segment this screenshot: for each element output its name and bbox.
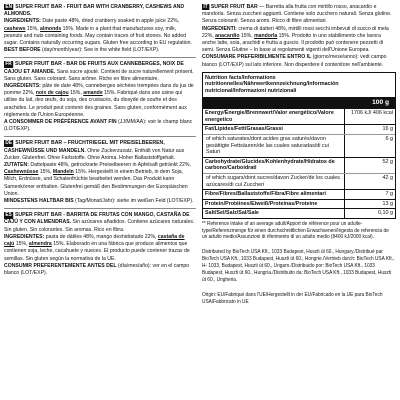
fr-title-tail: Sans sucre ajouté. Contient de sucre naturellement présent. Sans gluten. Sans colorant. Sans arôme. Riche en fibre alimentaire. <box>4 68 194 82</box>
es-best-before <box>4 263 195 277</box>
fr-ing-text-1: pâte de date 48%, canneberges séchées trempées dans du jus de pomme 22%, <box>4 83 194 97</box>
it-title-line <box>202 4 395 26</box>
it-title-tail: — Barretta alla frutta con mirtillo rosso, anacardio e mandorla. Senza zuccheri aggiunti. Contiene solo zucchero naturali. Senza glutine. Senza coloranti. Senza aromi. Ricco di fibre alimentari. <box>202 4 392 25</box>
nutrition-row <box>203 157 395 173</box>
fr-ing-text-3: 15%. Fabriqué dans une usine qui utilise du lait, des œufs, du soja, des crustacés, du dioxyde de soufre et des arachides. Le produit peut contenir des graines. Sans gluten, conformément aux règlements de l'Union Européenne. <box>4 90 187 118</box>
de-best-before <box>4 198 195 205</box>
nutrient-label: Fat/Lipides/Fett/Grasas/Grassi <box>205 126 283 133</box>
es-title-tail: Sin azúcares añadidos. Contiene azúcares naturales. Sin gluten. Sin colorantes. Sin aromas. Rico en fibra. <box>4 219 195 233</box>
de-cashews: Cashewnüsse <box>4 169 39 176</box>
nutrient-label: Fibre/Fibres/Ballaststoffe/Fibra/Fibre alimentari <box>205 191 327 198</box>
it-ingredients <box>202 26 395 55</box>
right-column <box>202 4 396 306</box>
nutrition-row <box>203 173 395 189</box>
nutrition-per-100g: 100 g <box>203 98 395 109</box>
en-almonds: almonds <box>40 25 62 32</box>
nutrient-value: 52 g <box>344 158 395 173</box>
en-best-text: (day/month/year): See in the white field (LOT/EXP). <box>40 47 160 54</box>
fr-almonds: amande <box>83 90 103 97</box>
en-ing-text-2: 15%, <box>25 25 41 32</box>
es-title: SUPER FRUIT BAR <box>14 212 62 219</box>
en-ing-label: INGREDIENTS: <box>4 18 41 25</box>
fr-best-label: A CONSOMMER DE PRÉFÉRENCE AVANT FIN <box>4 119 117 126</box>
es-title-bold-tail: - BARRITA DE FRUTAS CON MANGO, CASTAÑA DE CAJÚ Y CON ALMENDRAS. <box>4 212 190 226</box>
de-title-tail: Ohne Zuckerzusatz. Enthält von Natur aus Zucker. Glutenfrei. Ohne Farbstoffe. Ohne Aroma. Hoher Ballaststoffgehalt. <box>4 147 185 161</box>
it-best-label: CONSUMARE PREFERIBILMENTE ENTRO IL <box>202 54 312 61</box>
nutrition-table <box>202 72 396 219</box>
origin-text: Origin: EU/Fabriqué dans l'UE/Hergestellt in der EU/Fabricado en la UE para BioTech USA/Fabbricato in UE <box>202 291 383 305</box>
nutrition-header: Nutrition facts/Informations nutritionnelles/Nährwertkennzeichnung/Información nutricional/Informazioni nutrizionali <box>203 73 395 98</box>
de-ing-text-3: 15%. Hergestellt in einem Betrieb, in dem Soja, Milch, Erdnüsse, und Schalenfrüchte bearbeitet werden. Das Produkt kann Samenkörner enthalten. Glutenfrei gemäß den Bestimmungen der Europäischen Union. <box>4 169 188 197</box>
nutrient-value: 13 g <box>344 200 395 209</box>
it-lang-badge: IT <box>203 4 208 10</box>
de-lang-badge: DE <box>5 140 13 147</box>
de-ingredients <box>4 162 195 198</box>
en-ing-text-1: Date paste 48%, dried cranberry soaked in apple juice 22%, <box>40 18 180 25</box>
es-lang-badge: ES <box>5 212 12 219</box>
it-ing-text-3: 15%. Prodotto in uno stabilimento che lavora anche latte, soia, arachidi e frutta a guscio. Il prodotto può contenere pezzetti di semi. Senza Glutine – In base ai regolamenti vigenti dell'Unione Europea. <box>202 32 384 54</box>
it-ing-text-1: crema di datteri 48%, mirtilli rossi secchi imbevuti di succo di mela 22%, <box>202 25 389 39</box>
en-lang-badge: EN <box>5 4 13 10</box>
de-ing-text-1: Dattelpaste 48%, getrocknete Preiselbeeren in Apfelsaft getränkt 22%, <box>28 162 191 169</box>
it-cashews: anacardio <box>215 32 240 39</box>
es-section <box>4 212 196 277</box>
fr-cashews: noix de cajou <box>35 90 69 97</box>
nutrient-value: 0,10 g <box>344 209 395 218</box>
es-cashews: castaña de cajú <box>4 233 185 248</box>
fr-lang-badge: FR <box>5 61 12 68</box>
de-title-bold-tail: – FRUCHTRIEGEL MIT PREISELBEEREN, CASHEWNÜSSE UND MANDELN. <box>4 140 165 154</box>
nutrient-value: 7 g <box>344 190 395 199</box>
en-section <box>4 4 196 54</box>
it-ing-text-2: 15%, <box>239 32 255 39</box>
de-ing-text-2: 15%, <box>38 169 53 176</box>
distributor-text: Distributed by BioTech USA Kft., 1033 Budapest, Huszti út 60., Hungary./Distribué par BioTech USA Kft., 1033 Budapest, Huszti út 60., Hongrie./Vertrieb durch: BioTech USA Kft., H- 1033, Budapest, Huszti út 60., Ungarn./Distribuido por: BioTech USA Kft., 1033 Budapest, Huszti út 60., Hungría./Distribuito da: BioTech USA Kft., 1033 Budapest, Huszti út 60., Ungheria. <box>202 248 395 283</box>
en-best-before <box>4 47 195 54</box>
es-best-label: CONSUMIR PREFERENTEMENTE ANTES DEL <box>4 262 117 269</box>
de-best-label: MINDESTENS HALTBAR BIS <box>4 198 74 205</box>
divider <box>4 57 196 58</box>
nutrient-value: 1706 kJ/ 406 kcal <box>344 109 395 124</box>
nutrient-label: Salt/Sel/Salz/Sal/Sale <box>205 210 259 217</box>
nutrition-rows <box>203 108 395 218</box>
it-title: SUPER FRUIT BAR <box>210 4 258 10</box>
fr-title: SUPER FRUIT BAR - BAR DE FRUITS AUX CANNEBERGES, NOIX DE CAJOU ET AMANDE. <box>4 61 184 75</box>
de-section <box>4 140 196 205</box>
de-ing-label: ZUTATEN: <box>4 162 29 169</box>
de-best-text: (Tag/Monat/Jahr): siehe im weißen Feld (LOT/EXP). <box>73 198 194 205</box>
nutrition-row <box>203 189 395 199</box>
fr-section <box>4 61 196 133</box>
it-best-text: (giorno/mese/anno): vedi campo bianco (LOT/EXP) sul lato inferiore. Non disperdere il contenitore nell'ambiente. <box>202 54 387 68</box>
de-title-line <box>4 140 195 162</box>
de-title: SUPER FRUIT BAR <box>15 140 63 147</box>
es-ing-text-2: 15%, <box>14 241 29 248</box>
nutrient-value: 42 g <box>344 174 395 189</box>
fr-ingredients <box>4 83 195 119</box>
de-almonds: Mandeln <box>52 169 74 176</box>
nutrition-row <box>203 134 395 157</box>
it-best-before <box>202 54 395 68</box>
en-title: SUPER FRUIT BAR - FRUIT BAR WITH CRANBERRY, CASHEWS AND ALMONDS. <box>4 4 185 18</box>
nutrition-row <box>203 124 395 134</box>
es-ing-label: INGREDIENTES: <box>4 233 45 240</box>
nutrient-value: 16 g <box>344 125 395 134</box>
es-ingredients <box>4 234 195 263</box>
fr-ing-label: INGRÉDIENTS: <box>4 83 41 90</box>
en-cashews: cashews <box>4 25 26 32</box>
it-ing-label: INGREDIENTI: <box>202 25 237 32</box>
es-title-line <box>4 212 195 234</box>
en-title-line <box>4 4 195 18</box>
en-best-label: BEST BEFORE <box>4 47 41 54</box>
nutrient-label: of which sugars/dont sucres/davon Zucker/de los cuales azúcares/di cui Zuccheri <box>206 174 340 188</box>
fr-ing-text-2: 15%, <box>68 90 84 97</box>
es-almonds: almendra <box>28 241 52 248</box>
nutrition-row <box>203 199 395 209</box>
nutrition-row <box>203 208 395 218</box>
fr-title-line <box>4 61 195 83</box>
en-ing-text-3: 15%. Made in a plant that manufactures soy, milk, peanuts and nuts containing foods. May contain traces of fruit stones. No added sugar. Contains naturally occurring sugars. Gluten free according to EU regulation. <box>4 25 192 47</box>
divider <box>4 208 196 209</box>
divider <box>4 136 196 137</box>
nutrient-label: Carbohydrate/Glucides/Kohlenhydrate/Hidratos de carbono/Carboidrati <box>205 158 335 172</box>
fr-best-before <box>4 119 195 133</box>
nutrient-value: 6 g <box>344 135 395 157</box>
left-column <box>4 4 196 280</box>
nutrient-label: of which saturates/dont acides gras saturés/davon gesättigte Fettsäuren/de las cuales saturadas/di cui Saturi <box>206 135 329 156</box>
es-best-text: (día/mes/año): ver en el campo blanco (LOT/EXP). <box>4 262 190 276</box>
it-almonds: mandorla <box>254 32 278 39</box>
nutrient-label: Energy/Énergie/Brennwert/Valor energético/Valore energetico <box>205 110 334 123</box>
nutrition-row <box>203 108 395 124</box>
it-section <box>202 4 396 69</box>
es-ing-text-3: 15%. Elaborado en una fábrica que produce alimentos que contienen soja, leche, cacahuete y nueces. El producto puede contener trazas de semillas. Sin gluten según la normativa de la UE. <box>4 241 190 262</box>
es-ing-text-1: pasta de dátiles 48%, mango deshidratado 22%, <box>44 233 158 240</box>
fr-best-text: (JJ/MM/AA): voir le champ blanc (LOT/EXP). <box>4 119 193 133</box>
en-ingredients <box>4 18 195 47</box>
nutrition-footnote: ** Reference intake of an average adult/Apport de référence pour un adulte-type/Referenzmenge für einen durchschnittlichen Erwachsenen/Ingesta de referencia de un adulto medio/Assunzioni di riferimento di un adulto medio (8400 kJ/2000 kcal). <box>202 220 389 241</box>
nutrient-label: Protein/Protéines/Eiweiß/Proteínas/Proteine <box>205 200 318 207</box>
